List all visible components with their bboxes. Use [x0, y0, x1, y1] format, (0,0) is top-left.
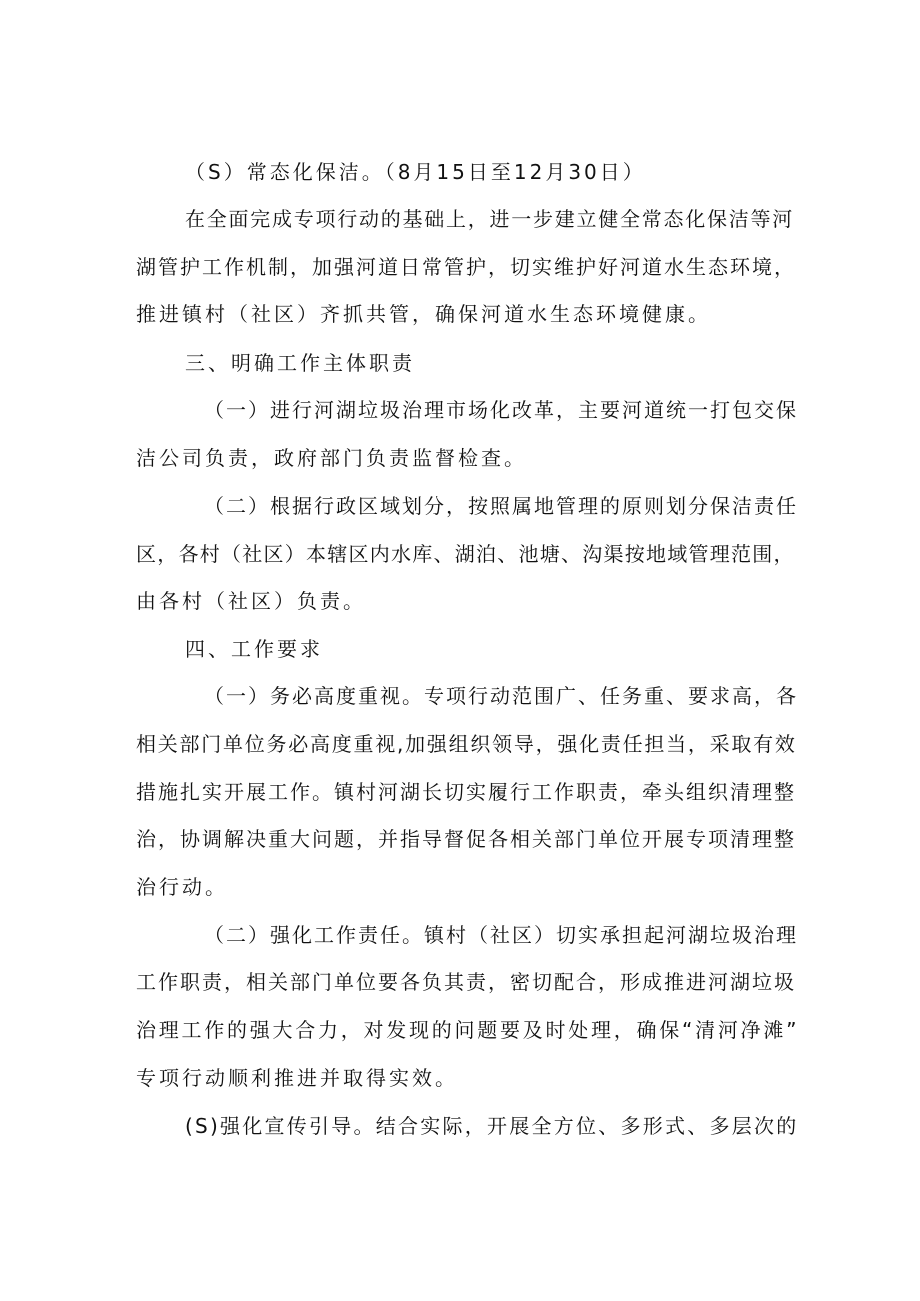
paragraph-line: 推进镇村（社区）齐抓共管，确保河道水生态环境健康。	[136, 302, 711, 326]
section-heading-routine-cleaning: （S）常态化保洁。（8月15日至12月30日）	[185, 160, 646, 184]
section-heading-work-requirements: 四、工作要求	[185, 637, 323, 661]
paragraph-line: 相关部门单位务必高度重视,加强组织领导，强化责任担当，采取有效	[136, 732, 797, 756]
section-heading-publicity: (S)强化宣传引导。结合实际，开展全方位、多形式、多层次的	[185, 1114, 799, 1138]
paragraph-line: （二）根据行政区域划分，按照属地管理的原则划分保洁责任	[204, 494, 798, 518]
paragraph-line: 区，各村（社区）本辖区内水库、湖泊、池塘、沟渠按地域管理范围，	[136, 542, 795, 566]
paragraph-line: 由各村（社区）负责。	[136, 589, 366, 613]
paragraph-line: 治理工作的强大合力，对发现的问题要及时处理，确保“清河净滩”	[136, 1018, 800, 1042]
paragraph-line: 工作职责，相关部门单位要各负其责，密切配合，形成推进河湖垃圾	[136, 970, 796, 994]
paragraph-line: 治，协调解决重大问题，并指导督促各相关部门单位开展专项清理整	[136, 827, 796, 851]
paragraph-line: （二）强化工作责任。镇村（社区）切实承担起河湖垃圾治理	[204, 923, 798, 947]
paragraph-line: 措施扎实开展工作。镇村河湖长切实履行工作职责，牵头组织清理整	[136, 780, 796, 804]
paragraph-line: 洁公司负责，政府部门负责监督检查。	[136, 446, 527, 470]
paragraph-line: 治行动。	[136, 875, 228, 899]
paragraph-line: 在全面完成专项行动的基础上，进一步建立健全常态化保洁等河	[185, 207, 794, 231]
paragraph-line: 专项行动顺利推进并取得实效。	[136, 1066, 458, 1090]
paragraph-line: （一）务必高度重视。专项行动范围广、任务重、要求高，各	[204, 684, 798, 708]
paragraph-line: （一）进行河湖垃圾治理市场化改革，主要河道统一打包交保	[204, 398, 798, 422]
paragraph-line: 湖管护工作机制，加强河道日常管护，切实维护好河道水生态环境，	[136, 255, 796, 279]
section-heading-responsibilities: 三、明确工作主体职责	[185, 351, 415, 375]
